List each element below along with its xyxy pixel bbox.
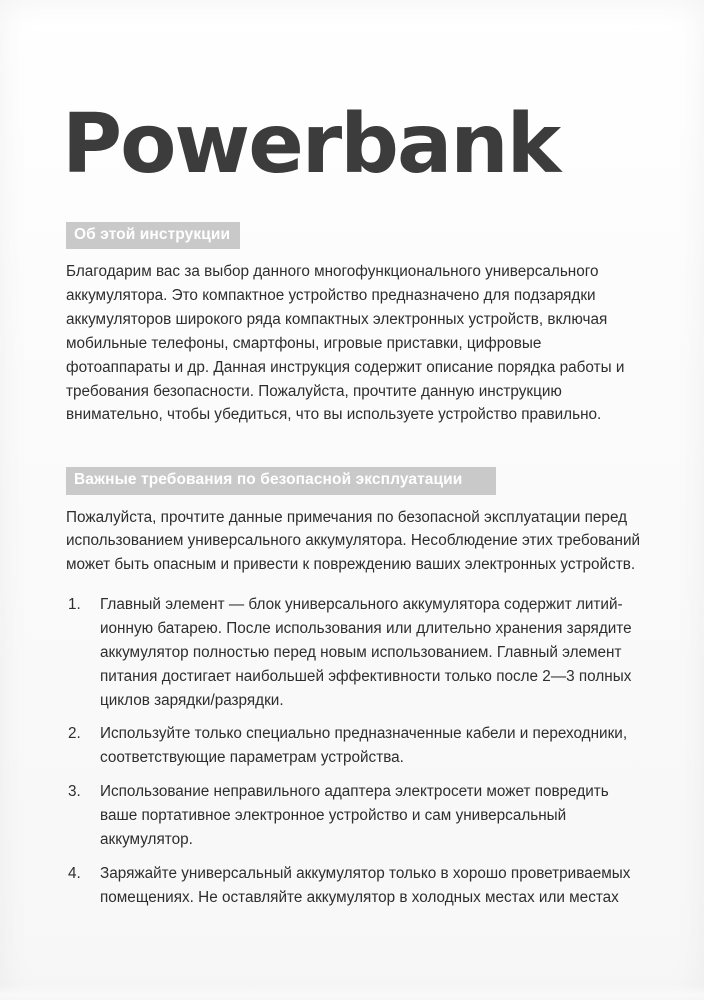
list-item: Заряжайте универсальный аккумулятор только в хорошо проветриваемых помещениях. Не оставляйте аккумулятор в холодных местах или местах [100,864,631,906]
safety-notes-list [66,593,644,909]
about-paragraph: Благодарим вас за выбор данного многофункционального универсального аккумулятора. Это компактное устройство предназначено для подзарядки аккумуляторов широкого ряда компактных электронных устройств, включая мобильные телефоны, смартфоны, игровые приставки, цифровые фотоаппараты и др. Данная инструкция содержит описание порядка работы и требования безопасности. Пожалуйста, прочтите данную инструкцию внимательно, чтобы убедиться, что вы используете устройство правильно. [66,263,625,424]
section-heading-about: Об этой инструкции [66,222,240,249]
safety-intro-paragraph: Пожалуйста, прочтите данные примечания по безопасной эксплуатации перед использованием универсального аккумулятора. Несоблюдение этих требований может быть опасным и привести к повреждению ваших электронных устройств. [66,508,641,574]
page-title: Powerbank [62,97,560,192]
section-heading-safety: Важные требования по безопасной эксплуатации [66,467,496,494]
list-item: Используйте только специально предназначенные кабели и переходники, соответствующие параметрам устройства. [100,725,628,767]
list-item: Главный элемент — блок универсального аккумулятора содержит литий-ионную батарею. После использования или длительно хранения зарядите аккумулятор полностью перед новым использованием. Главный элемент питания достигает наибольшей эффективности только после 2—3 полных циклов зарядки/разрядки. [100,596,632,709]
list-item: Использование неправильного адаптера электросети может повредить ваше портативное электронное устройство и сам универсальный аккумулятор. [100,783,609,848]
document-content [62,0,644,919]
page-bottom-fade [0,984,704,1000]
